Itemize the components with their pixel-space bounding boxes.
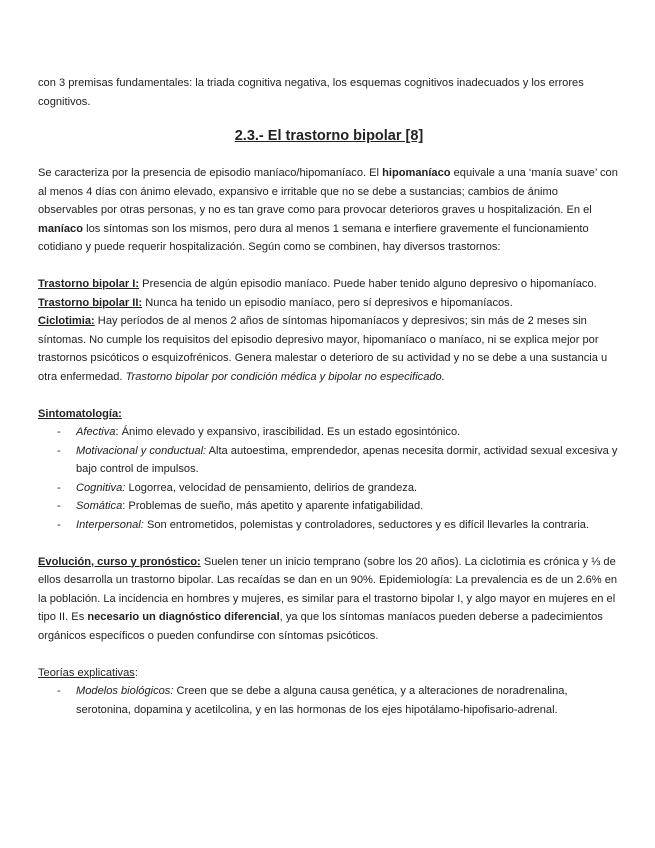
symptom-text: Son entrometidos, polemistas y controladores, seductores y es difícil llevarles la contraria.: [146, 518, 590, 531]
evolution-text-1: Suelen tener un inicio temprano (sobre los 20 años). La ciclotimia es crónica y ⅓ de ellos desarrolla un trastorno bipolar. Las recaídas se dan en un 90%. Epidemiología: La prevalencia es de un 2.6% en la población. La incidencia en hombres y mujeres, es similar para el trastorno bipolar I, y algo mayor en mujeres en el tipo II. Es: [38, 555, 618, 623]
list-item: [38, 516, 620, 535]
evolution-text-2: , ya que los síntomas maníacos pueden deberse a padecimientos orgánicos específicos o pueden confundirse con síntomas psicóticos.: [38, 611, 603, 642]
definition-text-2: equivale a una ‘manía suave’ con al menos 4 días con ánimo elevado, expansivo e irritable que no se debe a sustancias; cambios de ánimo observables por otras personas, y no es tan grave como para provocar deterioros graves u hospitalización. En el: [38, 167, 618, 216]
spacer: [38, 534, 620, 553]
list-item: [38, 682, 620, 719]
dash-bullet: -: [57, 481, 61, 494]
definition-paragraph: [38, 164, 620, 257]
evolution-paragraph: [38, 553, 620, 646]
symptom-term: Somática: [76, 500, 123, 512]
theories-heading-colon: :: [134, 666, 138, 679]
symptom-term: Afectiva: [76, 426, 116, 438]
theory-term: Modelos biológicos:: [76, 685, 174, 697]
evolution-bold: necesario un diagnóstico diferencial: [87, 611, 280, 623]
dash-bullet: -: [57, 518, 61, 531]
symptom-term: Cognitiva:: [76, 481, 126, 494]
type-bipolar-ii: [38, 294, 620, 313]
dash-bullet: -: [57, 426, 61, 438]
type-ciclotimia: [38, 312, 620, 386]
type-text: Nunca ha tenido un episodio maníaco, pero sí depresivos e hipomaníacos.: [142, 296, 513, 309]
definition-bold-maniaco: maníaco: [38, 222, 84, 235]
list-item: [38, 497, 620, 516]
type-text: Hay períodos de al menos 2 años de síntomas hipomaníacos y depresivos; sin más de 2 meses sin síntomas. No cumple los requisitos del episodio depresivo mayor, hipomaníaco o maníaco, ni se explica mejor por trastornos psicóticos o esquizofrénicos. Genera malestar o deterioro de su actividad y no se debe a una sustancia u otra enfermedad.: [38, 315, 608, 383]
symptom-sep: :: [115, 426, 122, 438]
symptom-term: Motivacional y conductual:: [76, 444, 207, 457]
intro-tail-paragraph: con 3 premisas fundamentales: la triada cognitiva negativa, los esquemas cognitivos inadecuados y los errores cognitivos.: [38, 77, 584, 108]
symptom-sep: :: [122, 500, 129, 512]
theories-list: [38, 682, 620, 719]
dash-bullet: -: [57, 685, 61, 697]
symptom-text: Problemas de sueño, más apetito y aparente infatigabilidad.: [128, 500, 424, 512]
symptoms-heading: Sintomatología:: [38, 407, 122, 420]
theories-heading: [38, 664, 620, 683]
definition-text-3: los síntomas son los mismos, pero dura al menos 1 semana e interfiere gravemente el funcionamiento cotidiano y puede requerir hospitalización. Según como se combinen, hay diversos trastornos:: [38, 222, 589, 253]
document-page: [38, 74, 620, 719]
list-item: [38, 423, 620, 442]
type-italic-note: Trastorno bipolar por condición médica y bipolar no especificado.: [125, 370, 445, 383]
type-label: Ciclotimia:: [38, 315, 95, 327]
symptom-text: Alta autoestima, emprendedor, apenas necesita dormir, actividad sexual excesiva y bajo control de impulsos.: [76, 444, 618, 475]
evolution-label: Evolución, curso y pronóstico:: [38, 555, 201, 568]
symptom-text: Logorrea, velocidad de pensamiento, delirios de grandeza.: [128, 481, 418, 494]
dash-bullet: -: [57, 500, 61, 512]
symptoms-list: [38, 423, 620, 534]
definition-bold-hipomaniaco: hipomaníaco: [382, 167, 451, 179]
symptom-text: Ánimo elevado y expansivo, irascibilidad. Es un estado egosintónico.: [121, 426, 461, 438]
list-item: [38, 479, 620, 498]
dash-bullet: -: [57, 444, 61, 457]
symptom-term: Interpersonal:: [76, 518, 144, 531]
type-label: Trastorno bipolar I:: [38, 278, 140, 290]
spacer: [38, 645, 620, 664]
spacer: [38, 257, 620, 276]
theory-text: Creen que se debe a alguna causa genética, y a alteraciones de noradrenalina, serotonina, dopamina y acetilcolina, y en las hormonas de los ejes hipotálamo-hipofisario-adrenal.: [76, 685, 568, 716]
definition-text-1: Se caracteriza por la presencia de episodio maníaco/hipomaníaco. El: [38, 167, 383, 179]
type-bipolar-i: [38, 275, 620, 294]
section-title: 2.3.- El trastorno bipolar [8]: [234, 128, 424, 144]
theories-heading-text: Teorías explicativas: [38, 666, 135, 679]
list-item: [38, 442, 620, 479]
type-text: Presencia de algún episodio maníaco. Puede haber tenido alguno depresivo o hipomaníaco.: [139, 278, 597, 290]
spacer: [38, 386, 620, 405]
type-label: Trastorno bipolar II:: [38, 296, 143, 309]
